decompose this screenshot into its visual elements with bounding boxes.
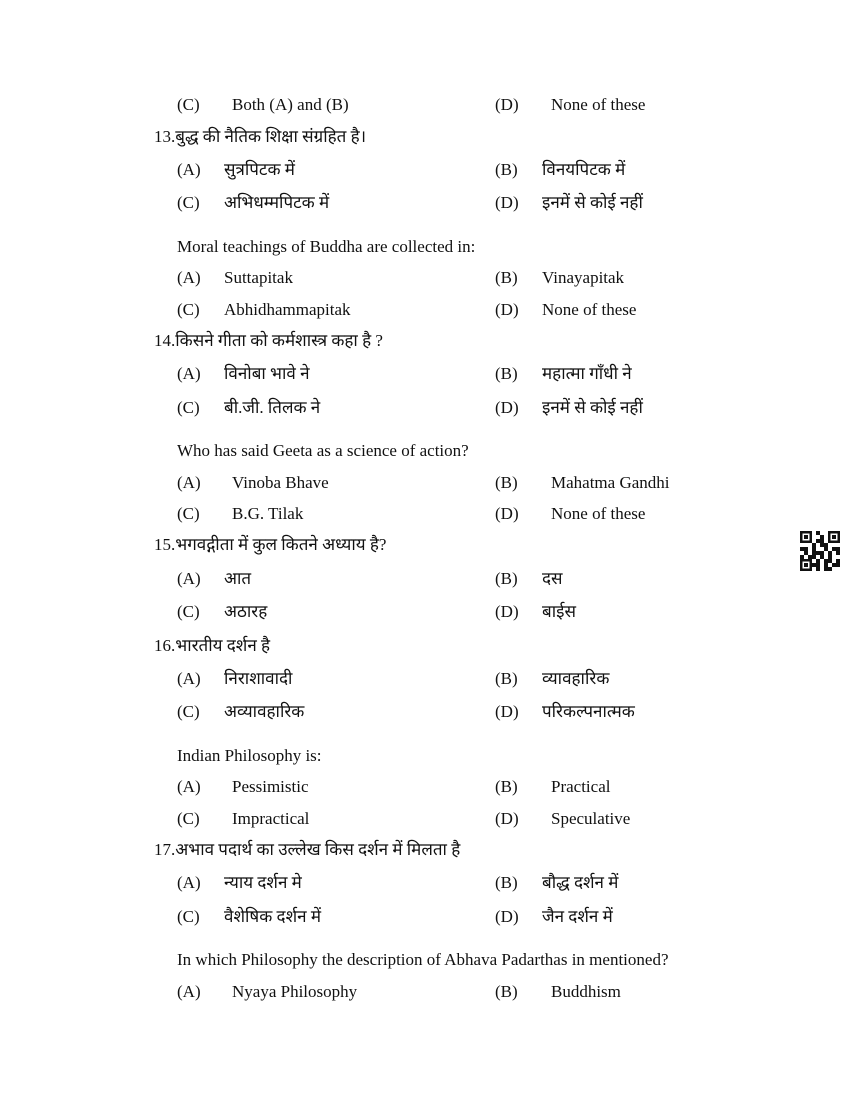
option-letter: (A) [177,873,201,892]
option-letter: (A) [177,473,201,492]
option-letter: (B) [495,982,518,1001]
option-text: बी.जी. तिलक ने [224,398,321,417]
question-text: 15.भगवद्गीता में कुल कितने अध्याय है? [154,535,387,554]
option-letter: (C) [177,809,200,828]
option-text: अठारह [224,602,268,621]
option-letter: (A) [177,777,201,796]
question-text: 16.भारतीय दर्शन है [154,636,271,655]
question-text: Moral teachings of Buddha are collected in: [177,237,476,256]
question-heading [0,125,850,149]
option-text: न्याय दर्शन मे [224,873,302,892]
option-letter: (D) [495,193,519,212]
question-english [0,235,850,259]
option-text: Speculative [551,809,631,828]
option-letter: (C) [177,398,200,417]
option-text: विनोबा भावे ने [224,364,310,383]
option-text: Impractical [232,809,310,828]
question-heading [0,533,850,557]
question-english [0,948,850,972]
option-text: Mahatma Gandhi [551,473,670,492]
option-text: Suttapitak [224,268,293,287]
option-letter: (B) [495,160,518,179]
option-text: बाईस [542,602,576,621]
option-text: Vinoba Bhave [232,473,329,492]
option-row [0,266,850,290]
question-text: Indian Philosophy is: [177,746,322,765]
option-letter: (B) [495,669,518,688]
question-english [0,744,850,768]
option-letter: (B) [495,268,518,287]
question-text: In which Philosophy the description of Abhava Padarthas in mentioned? [177,950,669,969]
option-text: B.G. Tilak [232,504,304,523]
option-letter: (C) [177,907,200,926]
option-text: Abhidhammapitak [224,300,351,319]
option-text: अव्यावहारिक [224,702,305,721]
option-text: सुत्रपिटक में [224,160,295,179]
option-letter: (D) [495,602,519,621]
question-heading [0,329,850,353]
qr-code-icon [800,531,840,571]
option-text: आत [224,569,252,588]
option-letter: (C) [177,300,200,319]
option-letter: (D) [495,809,519,828]
option-row [0,871,850,895]
option-text: इनमें से कोई नहीं [542,398,643,417]
option-letter: (C) [177,504,200,523]
option-row [0,158,850,182]
option-row [0,362,850,386]
option-text: None of these [551,95,646,114]
option-text: महात्मा गाँधी ने [542,364,632,383]
option-letter: (C) [177,702,200,721]
question-english [0,439,850,463]
option-letter: (C) [177,193,200,212]
option-letter: (D) [495,702,519,721]
question-text: 14.किसने गीता को कर्मशास्त्र कहा है ? [154,331,383,350]
option-text: Pessimistic [232,777,309,796]
option-letter: (B) [495,364,518,383]
option-row [0,502,850,526]
option-row [0,905,850,929]
question-heading [0,838,850,862]
option-letter: (C) [177,602,200,621]
option-text: None of these [542,300,637,319]
option-row [0,191,850,215]
option-letter: (A) [177,982,201,1001]
option-text: वैशेषिक दर्शन में [224,907,321,926]
option-text: Both (A) and (B) [232,95,349,114]
option-letter: (D) [495,398,519,417]
option-letter: (B) [495,473,518,492]
question-text: 17.अभाव पदार्थ का उल्लेख किस दर्शन में मिलता है [154,840,461,859]
option-letter: (D) [495,95,519,114]
option-letter: (A) [177,268,201,287]
option-row [0,567,850,591]
question-text: Who has said Geeta as a science of action? [177,441,469,460]
option-letter: (B) [495,569,518,588]
option-row [0,600,850,624]
question-heading [0,634,850,658]
option-text: अभिधम्मपिटक में [224,193,330,212]
option-row [0,980,850,1004]
option-text: निराशावादी [224,669,293,688]
option-letter: (A) [177,669,201,688]
option-text: Nyaya Philosophy [232,982,358,1001]
option-letter: (B) [495,777,518,796]
option-row [0,396,850,420]
option-text: बौद्ध दर्शन में [542,873,619,892]
option-row [0,298,850,322]
option-letter: (A) [177,364,201,383]
option-row [0,93,850,117]
option-text: Vinayapitak [542,268,625,287]
option-letter: (B) [495,873,518,892]
option-text: इनमें से कोई नहीं [542,193,643,212]
option-row [0,775,850,799]
option-text: दस [542,569,563,588]
option-text: जैन दर्शन में [542,907,613,926]
option-letter: (D) [495,300,519,319]
option-letter: (C) [177,95,200,114]
option-letter: (A) [177,160,201,179]
option-row [0,807,850,831]
option-text: Buddhism [551,982,621,1001]
option-row [0,667,850,691]
option-letter: (D) [495,504,519,523]
option-row [0,471,850,495]
option-text: None of these [551,504,646,523]
option-text: विनयपिटक में [542,160,626,179]
question-text: 13.बुद्ध की नैतिक शिक्षा संग्रहित है। [154,127,367,146]
option-text: व्यावहारिक [542,669,610,688]
option-letter: (D) [495,907,519,926]
option-letter: (A) [177,569,201,588]
option-row [0,700,850,724]
option-text: Practical [551,777,611,796]
option-text: परिकल्पनात्मक [542,702,635,721]
